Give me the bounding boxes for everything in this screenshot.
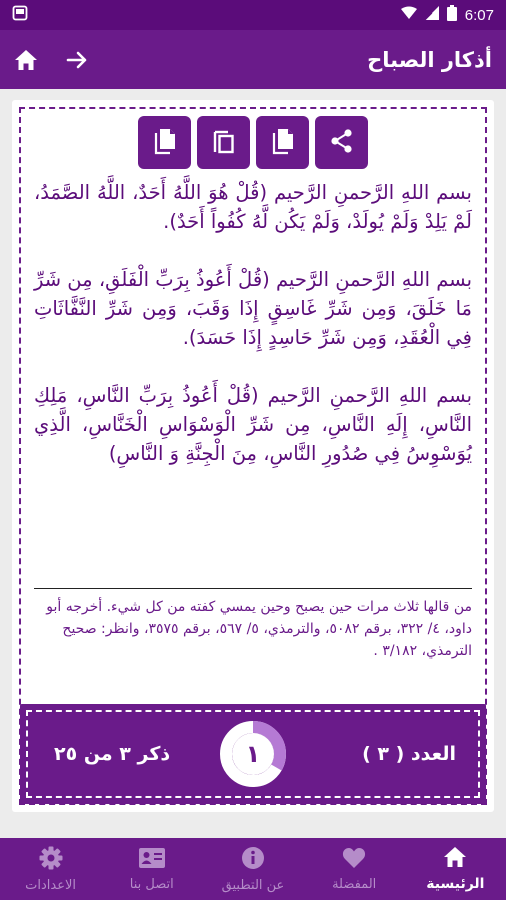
- heart-icon: [342, 847, 366, 873]
- battery-icon: [447, 5, 457, 25]
- nav-item-contact[interactable]: [101, 838, 202, 900]
- copy-button[interactable]: [197, 116, 250, 169]
- share-icon: [329, 128, 355, 158]
- gear-icon: [39, 846, 63, 874]
- divider: [34, 588, 472, 589]
- zekr-paragraph: بسم اللهِ الرَّحمنِ الرَّحيم (قُلْ أَعُوذُ بِرَبِّ الْفَلَقِ، مِن شَرِّ مَا خَلَقَ، وَمِن شَرِّ غَاسِقٍ إِذَا وَقَبَ، وَمِن شَرِّ النَّفَّاثَاتِ فِي الْعُقَدِ، وَمِن شَرِّ حَاسِدٍ إِذَا حَسَدَ).: [34, 268, 472, 349]
- app-notification-icon: [12, 5, 28, 25]
- counter-button[interactable]: [219, 720, 287, 788]
- page-title: أذكار الصباح: [367, 47, 492, 72]
- nav-label: المفضلة: [332, 876, 377, 892]
- status-bar: [0, 0, 506, 30]
- nav-item-settings[interactable]: [0, 838, 101, 900]
- zekr-card: [12, 100, 494, 812]
- bottom-navigation: [0, 838, 506, 900]
- status-time: 6:07: [464, 6, 494, 24]
- nav-item-favorites[interactable]: [304, 838, 405, 900]
- zekr-paragraph: بسم اللهِ الرَّحمنِ الرَّحيم (قُلْ هُوَ اللَّهُ أَحَدٌ، اللَّهُ الصَّمَدُ، لَمْ يَلِدْ وَلَمْ يُولَدْ، وَلَمْ يَكُن لَّهُ كُفُواً أَحَدٌ).: [34, 181, 472, 233]
- home-icon: [443, 846, 467, 872]
- counter-value: ١: [245, 740, 261, 768]
- zekr-text: [34, 178, 472, 497]
- home-icon[interactable]: [14, 49, 38, 71]
- document-copy-icon: [270, 127, 296, 159]
- nav-item-about[interactable]: [202, 838, 303, 900]
- nav-label: الاعدادات: [25, 877, 77, 893]
- contact-card-icon: [138, 847, 166, 873]
- repeat-count-label: العدد ( ٣ ): [362, 743, 456, 765]
- signal-icon: [425, 6, 439, 24]
- nav-label: عن التطبيق: [221, 877, 285, 893]
- copy-icon: [211, 127, 237, 159]
- zekr-paragraph: بسم اللهِ الرَّحمنِ الرَّحيم (قُلْ أَعُوذُ بِرَبِّ النَّاسِ، مَلِكِ النَّاسِ، إِلَهِ النَّاسِ، مِن شَرِّ الْوَسْوَاسِ الْخَنَّاسِ، الَّذِي يُوَسْوِسُ فِي صُدُورِ النَّاسِ، مِنَ الْجِنَّةِ وَ النَّاسِ): [34, 384, 472, 465]
- arrow-forward-icon[interactable]: [66, 50, 88, 70]
- copy-text-button[interactable]: [256, 116, 309, 169]
- wifi-icon: [401, 6, 417, 24]
- info-icon: [241, 846, 265, 874]
- action-toolbar: [12, 116, 494, 169]
- nav-label: الرئيسية: [426, 876, 485, 892]
- counter-panel: [20, 704, 486, 804]
- nav-label: اتصل بنا: [129, 876, 174, 892]
- zekr-progress-label: ذكر ٣ من ٢٥: [54, 743, 171, 765]
- file-copy-icon: [152, 127, 178, 159]
- zekr-reference-note: من قالها ثلاث مرات حين يصبح وحين يمسي كفته من كل شيء. أخرجه أبو داود، ٤/ ٣٢٢، برقم ٥٠٨٢، والترمذي، ٥/ ٥٦٧، برقم ٣٥٧٥، وانظر: صحيح الترمذي، ٣/١٨٢ .: [46, 599, 472, 659]
- share-button[interactable]: [315, 116, 368, 169]
- copy-file-button[interactable]: [138, 116, 191, 169]
- app-bar: [0, 30, 506, 89]
- nav-item-home[interactable]: [405, 838, 506, 900]
